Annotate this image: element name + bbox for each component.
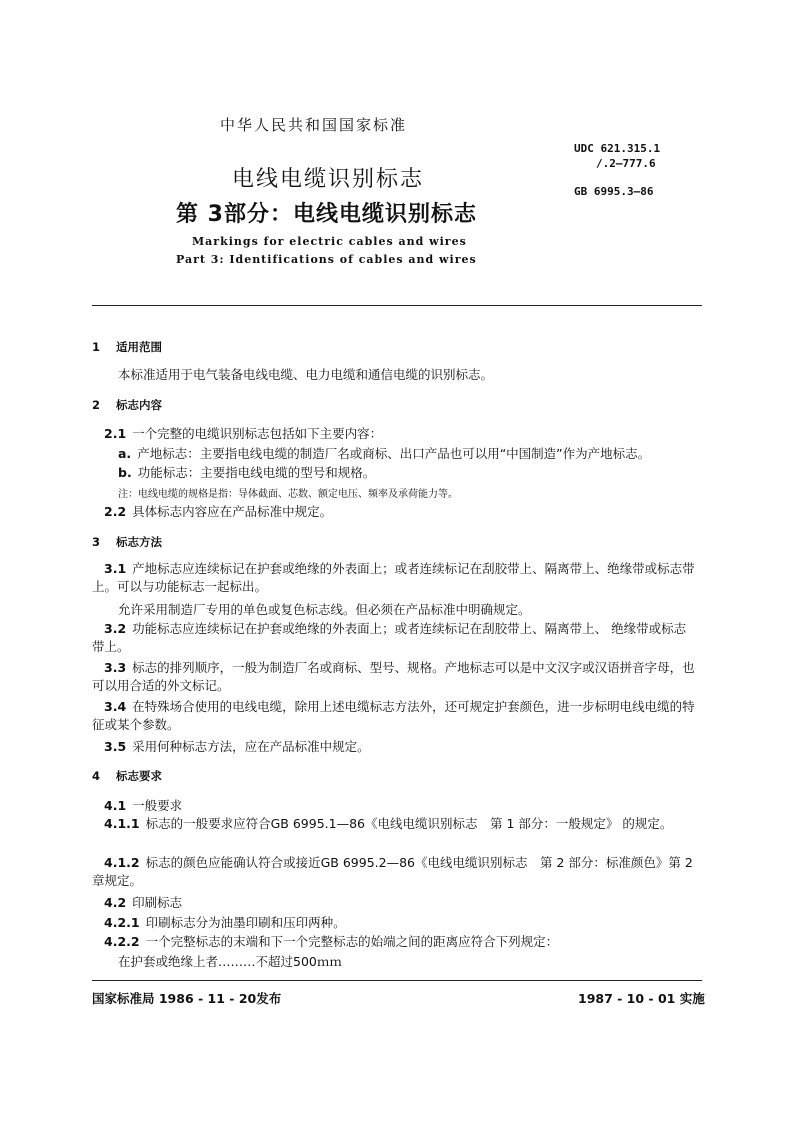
english-title: Markings for electric cables and wires	[192, 235, 467, 248]
list-marker: a.	[118, 446, 132, 461]
section-4-heading	[92, 768, 162, 784]
clause-text: 标志的排列顺序，一般为制造厂名或商标、型号、规格。产地标志可以是中文汉字或汉语拼音字母，也可以用合适的外文标记。	[92, 660, 695, 693]
clause-4-1-2	[92, 854, 696, 890]
clause-number: 4.2	[104, 895, 127, 910]
section-title: 标志内容	[116, 398, 162, 412]
clause-text: 具体标志内容应在产品标准中规定。	[132, 504, 333, 519]
clause-text: 印刷标志分为油墨印刷和压印两种。	[145, 915, 346, 930]
issue-date: 国家标准局 1986 - 11 - 20发布	[92, 991, 282, 1006]
document-subtitle: 第 3部分：电线电缆识别标志	[176, 202, 477, 227]
clause-4-2-1	[104, 913, 346, 931]
list-marker: b.	[118, 465, 132, 480]
clause-2-1	[104, 424, 382, 442]
clause-3-5	[104, 737, 370, 755]
udc-code: UDC 621.315.1	[574, 142, 661, 155]
issuing-country-label: 中华人民共和国国家标准	[220, 116, 408, 134]
clause-3-4	[92, 698, 696, 734]
clause-text: 一般要求	[132, 798, 183, 813]
clause-text: 标志的一般要求应符合GB 6995.1—86《电线电缆识别标志 第 1 部分：一般规定》 的规定。	[145, 816, 673, 831]
list-text: 功能标志：主要指电线电缆的型号和规格。	[137, 465, 376, 480]
clause-number: 4.1.1	[104, 816, 140, 831]
clause-text: 一个完整的电缆识别标志包括如下主要内容：	[132, 426, 383, 441]
clause-4-1-1	[92, 815, 696, 833]
clause-text: 功能标志应连续标记在护套或绝缘的外表面上；或者连续标记在刮胶带上、隔离带上、 绝缘带或标志带上。	[92, 621, 687, 654]
section-number: 1	[92, 340, 101, 354]
clause-3-2	[92, 620, 696, 656]
section-number: 2	[92, 398, 101, 412]
effective-date: 1987 - 10 - 01 实施	[578, 991, 705, 1006]
clause-text: 采用何种标志方法，应在产品标准中规定。	[132, 739, 370, 754]
clause-text: 标志的颜色应能确认符合或接近GB 6995.2—86《电线电缆识别标志 第 2 部分：标准颜色》第 2 章规定。	[92, 855, 693, 888]
document-title: 电线电缆识别标志	[232, 167, 425, 192]
list-item-b	[118, 463, 375, 481]
clause-4-1	[104, 796, 182, 814]
clause-4-2-2	[104, 932, 558, 950]
english-subtitle: Part 3: Identifications of cables and wires	[176, 253, 477, 266]
clause-3-1	[92, 560, 696, 596]
clause-text: 产地标志应连续标记在护套或绝缘的外表面上；或者连续标记在刮胶带上、隔离带上、绝缘带或标志带上。可以与功能标志一起标出。	[92, 561, 695, 594]
section-number: 3	[92, 535, 101, 549]
clause-4-2	[104, 893, 182, 911]
clause-number: 2.1	[104, 426, 127, 441]
clause-number: 3.4	[104, 699, 127, 714]
clause-number: 4.1	[104, 798, 127, 813]
section-2-heading	[92, 397, 162, 413]
clause-number: 4.2.2	[104, 934, 140, 949]
clause-number: 3.2	[104, 621, 127, 636]
clause-text: 一个完整标志的末端和下一个完整标志的始端之间的距离应符合下列规定：	[145, 934, 559, 949]
list-item-a	[118, 444, 650, 462]
section-1-text: 本标准适用于电气装备电线电缆、电力电缆和通信电缆的识别标志。	[118, 367, 494, 382]
header-divider	[92, 305, 702, 306]
clause-number: 3.5	[104, 739, 127, 754]
section-number: 4	[92, 769, 101, 783]
clause-number: 4.2.1	[104, 915, 140, 930]
section-3-heading	[92, 534, 162, 550]
clause-text: 在特殊场合使用的电线电缆，除用上述电缆标志方法外，还可规定护套颜色，进一步标明电线电缆的特征或某个参数。	[92, 699, 695, 732]
clause-number: 3.3	[104, 660, 127, 675]
clause-number: 4.1.2	[104, 855, 140, 870]
footer-divider	[92, 980, 702, 981]
clause-4-2-2-continuation: 在护套或绝缘上者………不超过500ｍｍ	[118, 954, 342, 969]
clause-3-3	[92, 659, 696, 695]
clause-number: 3.1	[104, 561, 127, 576]
gb-standard-number: GB 6995.3—86	[574, 185, 654, 198]
clause-3-1-continuation: 允许采用制造厂专用的单色或复色标志线。但必须在产品标准中明确规定。	[118, 602, 531, 617]
note: 注：电线电缆的规格是指：导体截面、芯数、额定电压、频率及承荷能力等。	[118, 489, 458, 500]
list-text: 产地标志：主要指电线电缆的制造厂名或商标、出口产品也可以用“中国制造”作为产地标志。	[137, 446, 651, 461]
section-title: 标志要求	[116, 769, 162, 783]
clause-text: 印刷标志	[132, 895, 183, 910]
section-title: 标志方法	[116, 535, 162, 549]
udc-code-continuation: /.2—777.6	[596, 157, 656, 170]
clause-number: 2.2	[104, 504, 127, 519]
clause-2-2	[104, 502, 332, 520]
section-title: 适用范围	[116, 340, 162, 354]
section-1-heading	[92, 339, 162, 355]
